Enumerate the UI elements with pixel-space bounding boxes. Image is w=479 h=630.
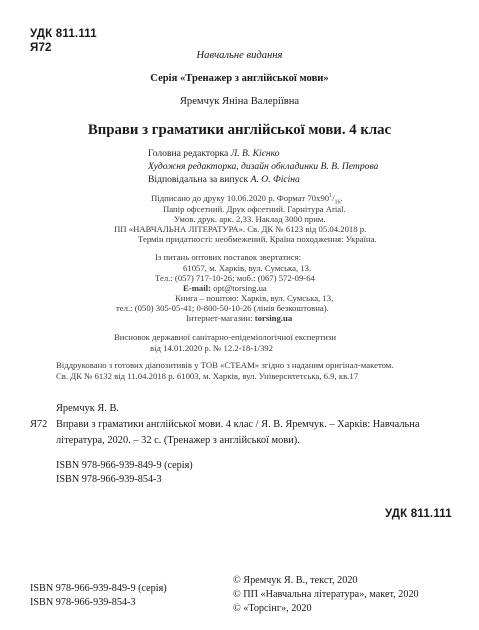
chief-editor-line xyxy=(148,148,280,159)
print-sheets-line: Умов. друк. арк. 2,33. Наклад 3000 прим. xyxy=(174,214,326,224)
chief-editor-label: Головна редакторка xyxy=(148,148,231,159)
bib-isbn-book: ISBN 978-966-939-854-3 xyxy=(56,474,162,485)
wholesale-address-line: 61057, м. Харків, вул. Сумська, 13. xyxy=(183,263,312,273)
email-address: opt@torsing.ua xyxy=(213,283,267,293)
online-shop-line xyxy=(186,313,292,323)
isbn-series-bottom: ISBN 978-966-939-849-9 (серія) xyxy=(30,583,167,594)
art-editor-name: В. В. Петрова xyxy=(320,161,379,172)
publisher-license-line: ПП «НАВЧАЛЬНА ЛІТЕРАТУРА». Св. ДК № 6123 від 05.04.2018 р. xyxy=(114,224,367,234)
format-superscript: 1 xyxy=(329,193,333,200)
catalog-code-top: Я72 xyxy=(30,42,52,54)
bib-description: Вправи з граматики англійської мови. 4 клас / Я. В. Яремчук. – Харків: Навчальна література, 2020. – 32 с. (Тренажер з англійської мови). xyxy=(56,419,420,446)
isbn-book-bottom: ISBN 978-966-939-854-3 xyxy=(30,597,136,608)
wholesale-phone-line: Тел.: (057) 717-10-26; моб.: (067) 572-09-64 xyxy=(155,273,315,283)
bib-catalog-code: Я72 xyxy=(30,419,48,430)
paper-line: Папір офсетний. Друк офсетний. Гарнітура Arial. xyxy=(163,204,346,214)
art-editor-line xyxy=(148,161,378,172)
udk-code-top: УДК 811.111 xyxy=(30,28,97,40)
copyright-author: © Яремчук Я. В., текст, 2020 xyxy=(233,575,358,586)
online-shop-label: Інтернет-магазин: xyxy=(186,313,255,323)
shelf-life-line: Термін придатності: необмежений. Країна походження: Україна. xyxy=(138,234,377,244)
responsible-name: А. О. Фісіна xyxy=(250,174,300,185)
bib-author: Яремчук Я. В. xyxy=(56,403,120,414)
copyright-layout: © ПП «Навчальна література», макет, 2020 xyxy=(233,589,419,600)
series-line: Серія «Тренажер з англійської мови» xyxy=(150,73,329,84)
printer-line-2: Св. ДК № 6132 від 11.04.2018 р. 61003, м. Харків, вул. Університетська, 6.9, кв.17 xyxy=(56,371,359,381)
email-label: E-mail: xyxy=(183,283,214,293)
wholesale-contact-line: Із питань оптових поставок звертатися: xyxy=(155,252,302,262)
author-full-name: Яремчук Яніна Валеріївна xyxy=(179,96,300,107)
print-signed-text: Підписано до друку 10.06.2020 р. Формат 70х90 xyxy=(151,193,330,203)
mail-order-line: Книга – поштою: Харків, вул. Сумська, 13, xyxy=(175,293,334,303)
udk-code-bottom: УДК 811.111 xyxy=(385,508,452,520)
responsible-line xyxy=(148,174,300,185)
bib-isbn-series: ISBN 978-966-939-849-9 (серія) xyxy=(56,460,193,471)
mail-order-phone-line: тел.: (050) 305-05-41; 0-800-50-10-26 (лінія безкоштовна). xyxy=(116,303,329,313)
edition-type: Навчальне видання xyxy=(196,50,283,61)
format-subscript: 16 xyxy=(334,199,341,206)
email-line xyxy=(183,283,267,293)
format-end: . xyxy=(340,193,343,203)
copyright-torsing: © «Торсінг», 2020 xyxy=(233,603,312,614)
responsible-label: Відповідальна за випуск xyxy=(148,174,251,185)
sanitary-line-2: від 14.01.2020 р. № 12.2-18-1/392 xyxy=(150,343,273,353)
chief-editor-name: Л. В. Кієнко xyxy=(230,148,280,159)
online-shop-url: torsing.ua xyxy=(254,313,293,323)
book-title: Вправи з граматики англійської мови. 4 клас xyxy=(87,122,392,138)
printer-line-1: Віддруковано з готових діапозитивів у ТОВ «СТЕАМ» згідно з наданим оригінал-макетом. xyxy=(56,360,394,370)
art-editor-label: Художня редакторка, дизайн обкладинки xyxy=(148,161,321,172)
print-signed-line: Підписано до друку 10.06.2020 р. Формат $70х90^1/_{16}$. xyxy=(151,193,343,206)
sanitary-line-1: Висновок державної санітарно-епідеміологічної експертизи xyxy=(114,332,337,342)
